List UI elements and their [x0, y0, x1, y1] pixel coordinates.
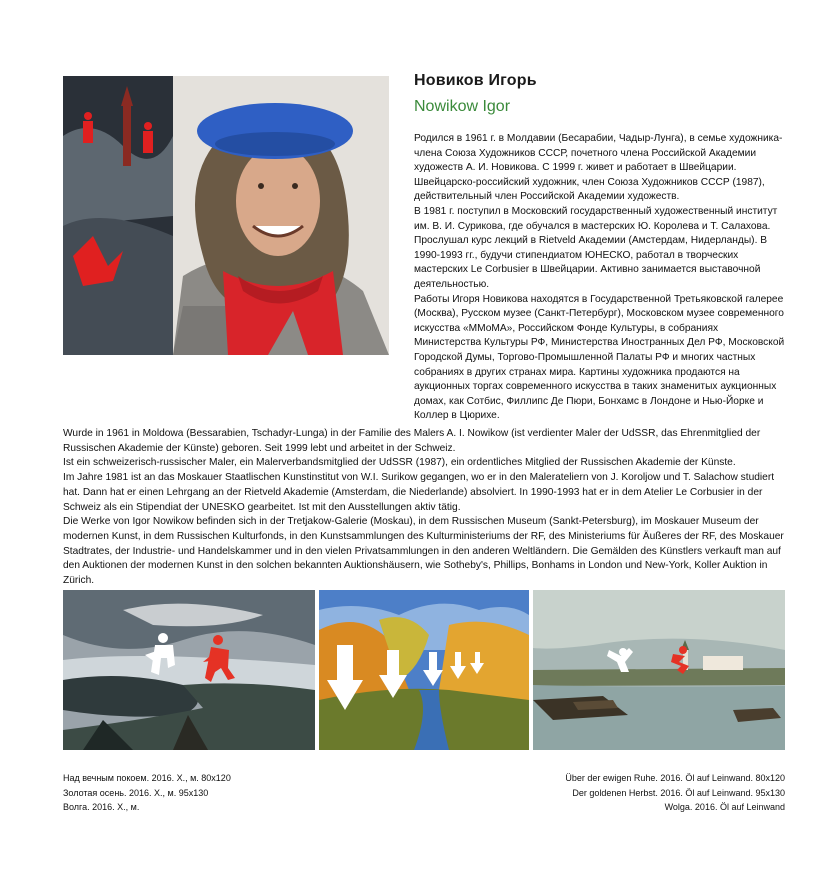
artist-name-german: Nowikow Igor — [414, 98, 511, 115]
painting-above-eternal-peace — [63, 590, 315, 750]
biography-russian — [414, 132, 786, 424]
bio-de-paragraph: Im Jahre 1981 ist an das Moskauer Staatlischen Kunstinstitut von W.I. Surikow gegangen, wo er in den Malerateliern von J. Koroljow und T. Salachow studiert hat. Dann hat er einen Lehrgang an der Rietveld Akademie (Amsterdam, die Niederlande) absolviert. In 1990-1993 hat er in dem Atelier Le Corbusier in der Schweiz als ein Stipendiat der UNESKO gearbeitet. Ist mit den Ausstellungen aktiv tätig. — [63, 472, 775, 513]
painting-volga — [533, 590, 785, 750]
bio-de-paragraph: Ist ein schweizerisch-russischer Maler, ein Malerverbandsmitglied der UdSSR (1987), ein ordentliches Mitglied der Russischen Akademie der Künste. — [63, 457, 736, 469]
biography-german — [63, 427, 785, 589]
bio-de-paragraph: Wurde in 1961 in Moldowa (Bessarabien, Tschadyr-Lunga) in der Familie des Malers A. I. Nowikow (ist verdienter Maler der UdSSR, das Ehrenmitglied der Russischen Akademie der Künste) geboren. Seit 1999 lebt und arbeitet in der Schweiz. — [63, 428, 761, 454]
bio-de-paragraph: Die Werke von Igor Nowikow befinden sich in der Tretjakow-Galerie (Moskau), in dem Russischen Museum (Sankt-Petersburg), im Moskauer Museum der modernen Kunst, in dem Russischen Kulturfonds, in den Kunstsammlungen des Kulturministeriums der RF, des Ministeriums für Äußeres der RF, des Moskauer Stadtrates, der Industrie- und Handelskammer und in den vielen Privatsammlungen in den anderen Weltländern. Die Gemälden des Künstlers verkauft man auf den Auktionen der modernen Kunst in den solchen bekannten Auktionshäusern, wie Sotheby's, Phillips, Bonhams in London und New-York, Koller Auktion in Zürich. — [63, 516, 784, 587]
bio-ru-paragraph: В 1981 г. поступил в Московский государственный художественный институт им. В. И. Сурикова, где обучался в мастерских Ю. Королева и Т. Салахова. Прослушал курс лекций в Rietveld Академии (Амстердам, Нидерланды). В 1990-1993 гг., будучи стипендиатом ЮНЕСКО, работал в творческих мастерских Le Corbusier в Швейцарии. Активно занимается выставочной деятельностью. — [414, 205, 778, 290]
caption-ru: Золотая осень. 2016. Х., м. 95х130 — [63, 787, 209, 798]
painting-golden-autumn — [319, 590, 529, 750]
bio-ru-paragraph: Родился в 1961 г. в Молдавии (Бесарабии, Чадыр-Лунга), в семье художника-члена Союза Художников СССР, почетного члена Российской Академии художеств А. И. Новикова. С 1999 г. живет и работает в Швейцарии. — [414, 133, 783, 174]
captions-russian — [63, 771, 231, 815]
artist-name-russian: Новиков Игорь — [414, 72, 537, 89]
captions-german — [565, 771, 785, 815]
artist-portrait — [63, 76, 389, 355]
bio-ru-paragraph: Швейцарско-российский художник, член Союза Художников СССР (1987), действительный член Российской Академии художеств. — [414, 176, 765, 203]
caption-de: Wolga. 2016. Öl auf Leinwand — [664, 802, 785, 812]
caption-de: Der goldenen Herbst. 2016. Öl auf Leinwand. 95x130 — [572, 787, 785, 798]
caption-ru: Над вечным покоем. 2016. Х., м. 80х120 — [63, 773, 231, 783]
caption-ru: Волга. 2016. Х., м. — [63, 802, 140, 812]
bio-ru-paragraph: Работы Игоря Новикова находятся в Государственной Третьяковской галерее (Москва), Русском музее (Санкт-Петербург), Московском музее современного искусства «ММоМА», Российском Фонде Культуры, в собраниях Министерства Культуры РФ, Министерства Иностранных Дел РФ, Московской Городской Думы, Торгово-Промышленной Палаты РФ и многих частных собраниях в других странах мира. Картины художника продаются на аукционных торгах современного искусства в таких знаменитых аукционных домах, как Сотбис, Филлипс Де Пюри, Бонхамс в Лондоне и Нью-Йорке и Коллер в Цюрихе. — [414, 293, 785, 422]
caption-de: Über der ewigen Ruhe. 2016. Öl auf Leinwand. 80x120 — [565, 773, 785, 783]
